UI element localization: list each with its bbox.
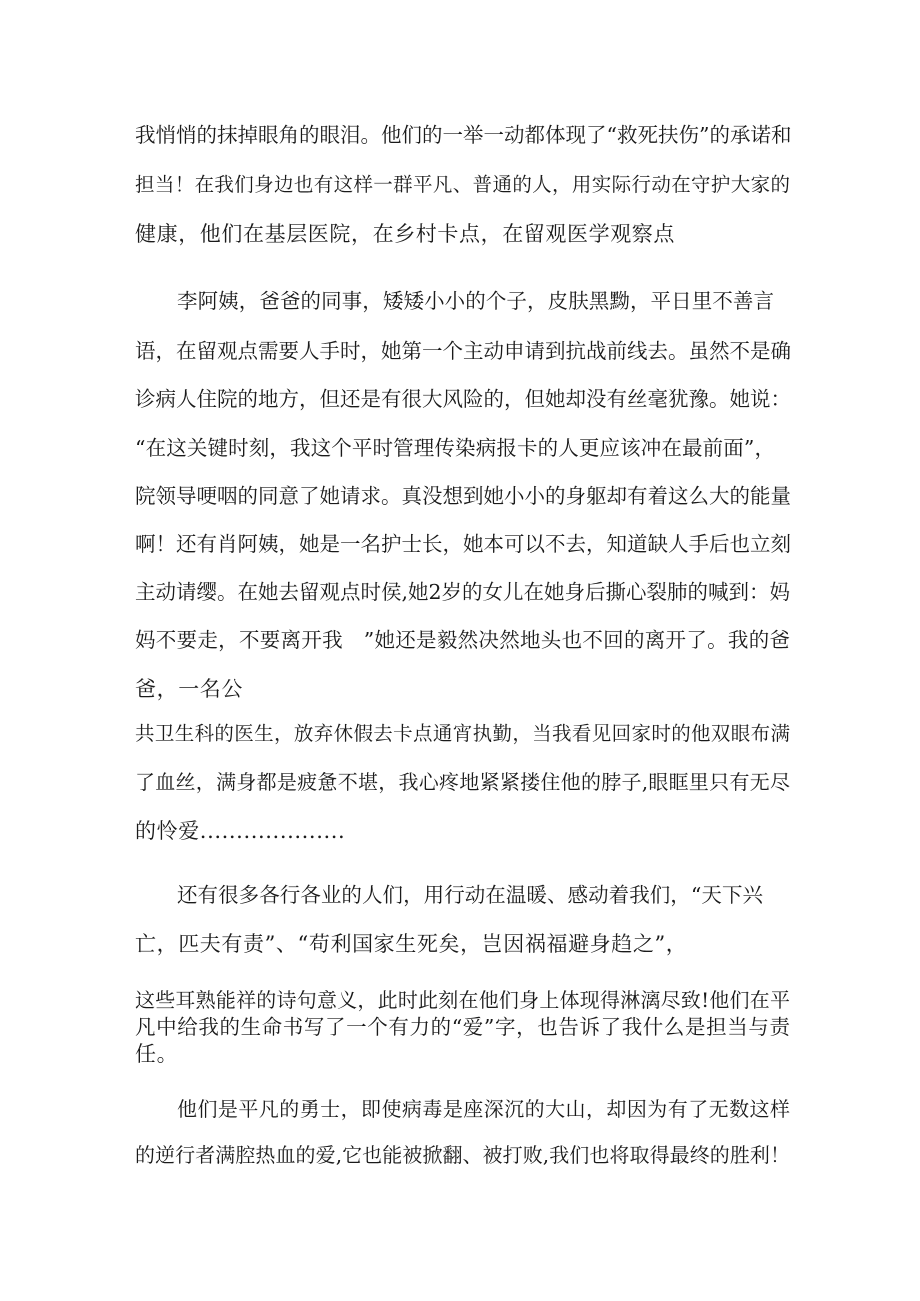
text-line: 妈不要走，不要离开我 ”她还是毅然决然地头也不回的离开了。我的爸 <box>135 628 790 652</box>
text-line: 亡，匹夫有责”、“苟利国家生死矣，岂因祸福避身趋之”， <box>135 932 688 956</box>
text-line: 爸，一名公 <box>135 677 243 701</box>
text-line: 语，在留观点需要人手时，她第一个主动申请到抗战前线去。虽然不是确 <box>135 339 791 363</box>
text-line: 李阿姨，爸爸的同事，矮矮小小的个子，皮肤黑黝，平日里不善言 <box>177 289 774 313</box>
text-line: 健康，他们在基层医院，在乡村卡点，在留观医学观察点 <box>135 222 675 246</box>
text-line: 这些耳熟能祥的诗句意义，此时此刻在他们身上体现得淋漓尽致!他们在平 <box>135 988 790 1012</box>
text-line: 院领导哽咽的同意了她请求。真没想到她小小的身躯却有着这么大的能量 <box>135 484 791 508</box>
text-line: 啊！还有肖阿姨，她是一名护士长，她本可以不去，知道缺人手后也立刻 <box>135 532 791 556</box>
text-line: 了血丝，满身都是疲惫不堪，我心疼地紧紧搂住他的脖子,眼眶里只有无尽 <box>135 770 790 794</box>
text-line: “在这关键时刻，我这个平时管理传染病报卡的人更应该冲在最前面”， <box>135 436 775 460</box>
text-line: 任。 <box>135 1042 179 1066</box>
text-line: 我悄悄的抹掉眼角的眼泪。他们的一举一动都体现了“救死扶伤”的承诺和 <box>135 123 792 147</box>
text-line: 凡中给我的生命书写了一个有力的“爱”字，也告诉了我什么是担当与责 <box>135 1015 790 1039</box>
text-line: 担当！在我们身边也有这样一群平凡、普通的人，用实际行动在守护大家的 <box>135 173 790 196</box>
text-line: 他们是平凡的勇士，即使病毒是座深沉的大山，却因为有了无数这样 <box>177 1097 790 1121</box>
text-line: 共卫生科的医生，放弃休假去卡点通宵执勤，当我看见回家时的他双眼布满 <box>135 722 790 745</box>
text-line: 还有很多各行各业的人们，用行动在温暖、感动着我们，“天下兴 <box>177 883 763 907</box>
text-line: 诊病人住院的地方，但还是有很大风险的，但她却没有丝毫犹豫。她说： <box>135 387 791 411</box>
text-line: 主动请缨。在她去留观点时侯,她2岁的女儿在她身后撕心裂肺的喊到：妈 <box>135 580 791 604</box>
text-line: 的逆行者满腔热血的爱,它也能被掀翻、被打败,我们也将取得最终的胜利！ <box>135 1143 790 1167</box>
text-line: 的怜爱.................... <box>135 819 346 843</box>
